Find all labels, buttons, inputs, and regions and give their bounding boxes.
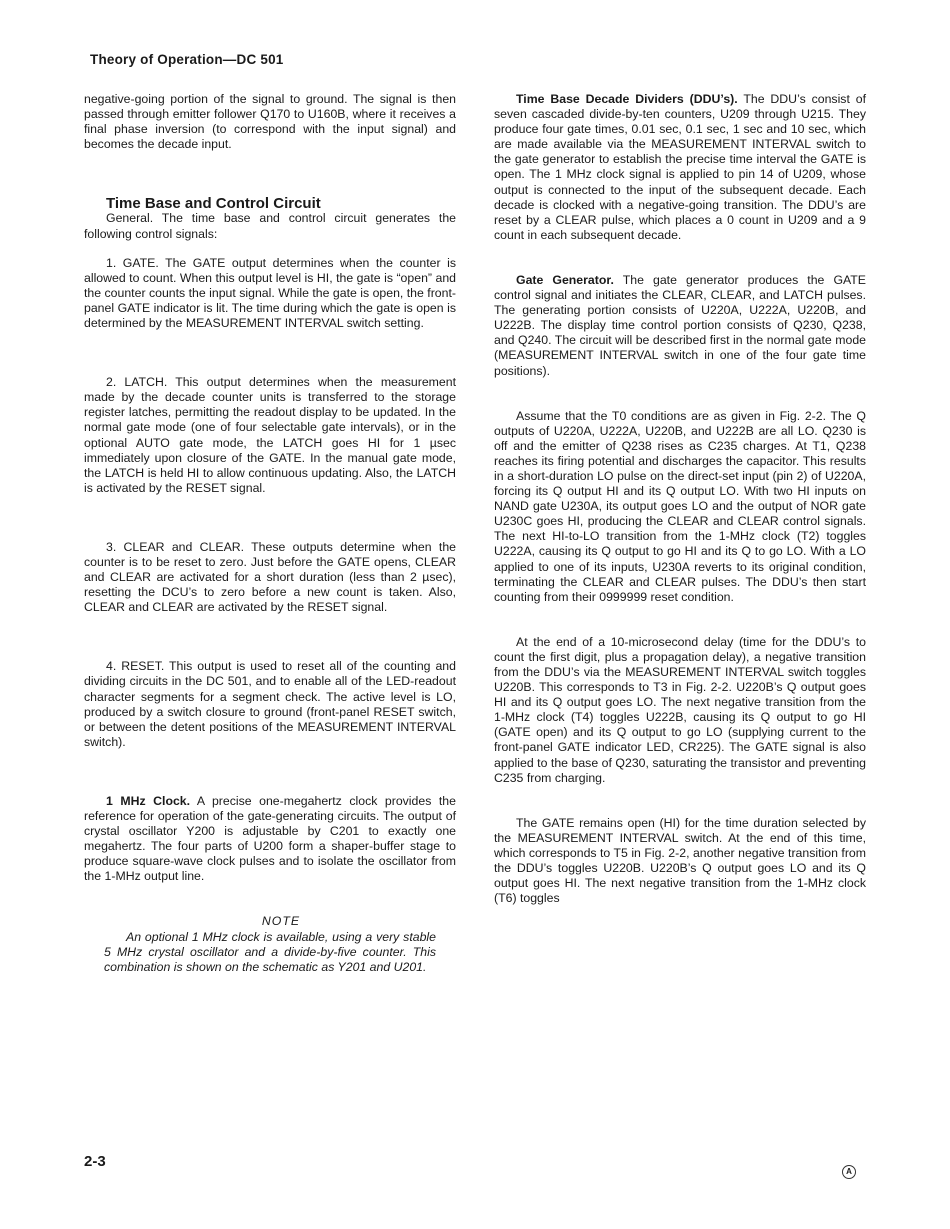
section-title: Time Base and Control Circuit (106, 195, 321, 213)
paragraph-intro: negative-going portion of the signal to ground. The signal is then passed through emitter follower Q170 to U160B, where it receives a final phase inversion (to correspond with the input signal) and becomes the decade input. (84, 92, 456, 152)
note-body: An optional 1 MHz clock is available, using a very stable 5 MHz crystal oscillator and a divide-by-five counter. This combination is shown on the schematic as Y201 and U201. (104, 929, 436, 974)
paragraph-reset: 4. RESET. This output is used to reset all of the counting and dividing circuits in the DC 501, and to enable all of the LED-readout character segments for a segment check. The active level is LO, produced by a switch closure to ground (front-panel RESET switch, or between the detent positions of the MEASUREMENT INTERVAL switch). (84, 659, 456, 749)
paragraph-clear: 3. CLEAR and CLEAR. These outputs determine when the counter is to be reset to zero. Just before the GATE opens, CLEAR and CLEAR are activated for a short duration (less than 2 µsec), resetting the DCU’s to zero before a new count is taken. Also, CLEAR and CLEAR are activated by the RESET signal. (84, 539, 456, 615)
page-number: 2-3 (84, 1153, 106, 1170)
paragraph-general: General. The time base and control circuit generates the following control signals: (84, 211, 456, 241)
gategen-text: The gate generator produces the GATE control signal and initiates the CLEAR, CLEAR, and LATCH pulses. The generating portion consists of U220A, U222A, U220B, and U222B. The display time control portion consists of Q230, Q238, and Q240. The circuit will be described first in the normal gate mode (MEASUREMENT INTERVAL switch in one of the four gate time positions). (494, 272, 867, 378)
paragraph-gate-open: The GATE remains open (HI) for the time duration selected by the MEASUREMENT INTERVAL switch. At the end of this time, which corresponds to T5 in Fig. 2-2, another negative transition from the DDU’s toggles U220B. U220B’s Q output goes LO and its Q output goes HI. The next negative transition from the 1-MHz clock (T6) toggles (494, 815, 866, 906)
paragraph-latch: 2. LATCH. This output determines when the measurement made by the decade counter units is transferred to the storage register latches, permitting the readout display to be updated. In the normal gate mode (one of four selectable gate intervals), or in the optional AUTO gate mode, the LATCH goes HI for 1 µsec immediately upon closure of the GATE. In the manual gate mode, the LATCH is held HI to allow continuous updating. Also, the LATCH is activated by the RESET signal. (84, 375, 456, 495)
ddu-text: The DDU’s consist of seven cascaded divide-by-ten counters, U209 through U215. They produce four gate times, 0.01 sec, 0.1 sec, 1 sec and 10 sec, which are made available via the MEASUREMENT INTERVAL switch to the gate generator to establish the precise time interval the GATE is open. The 1 MHz clock signal is applied to pin 14 of U209, whose output is connected to the input of the subsequent decade. Each decade is clocked with a negative-going transition. The DDU’s are reset by a CLEAR pulse, which places a 0 count in U209 and a 9 count in each subsequent decade. (494, 92, 866, 242)
paragraph-gate-generator (494, 273, 866, 379)
paragraph-ddu (494, 92, 866, 243)
left-column (84, 92, 456, 975)
gategen-run-in: Gate Generator. (516, 272, 614, 287)
ddu-run-in: Time Base Decade Dividers (DDU’s). (516, 92, 738, 106)
paragraph-clock (84, 794, 456, 885)
running-head: Theory of Operation—DC 501 (90, 52, 284, 67)
right-column (494, 92, 866, 906)
registered-mark: A (842, 1165, 856, 1179)
paragraph-assume: Assume that the T0 conditions are as given in Fig. 2-2. The Q outputs of U220A, U222A, U220B, and U222B are all LO. Q230 is off and the emitter of Q238 rises as C235 charges. At T1, Q238 reaches its firing potential and discharges the capacitor. This results in a short-duration LO pulse on the direct-set input (pin 2) of U220A, forcing its Q output HI and its Q output LO. With two HI inputs on NAND gate U230A, its output goes LO and the output of NOR gate U230C goes HI, producing the CLEAR and CLEAR control signals. The next HI-to-LO transition from the 1-MHz clock (T2) toggles U222A, causing its Q output to go HI and its Q to go LO. With a LO applied to one of its inputs, U230A reverts to its original condition, terminating the CLEAR and CLEAR pulses. The DDU’s then start counting from their 0999999 reset condition. (494, 408, 866, 604)
clock-run-in: 1 MHz Clock. (106, 793, 191, 808)
paragraph-end-of-delay: At the end of a 10-microsecond delay (time for the DDU’s to count the first digit, plus a propagation delay), a negative transition from the DDU’s via the MEASUREMENT INTERVAL switch toggles U220B. This corresponds to T3 in Fig. 2-2. U220B’s Q output goes HI and its Q output goes LO. The next negative transition from the 1-MHz clock (T4) toggles U222B, causing its Q output to go HI (GATE open) and its Q output to go LO (supplying current to the front-panel GATE indicator LED, CR225). The GATE signal is also applied to the base of Q230, saturating the transistor and preventing C235 from charging. (494, 634, 866, 785)
clock-text: A precise one-megahertz clock provides the reference for operation of the gate-generating circuits. The output of crystal oscillator Y200 is adjustable by C201 to exactly one megahertz. The four parts of U200 form a shaper-buffer stage to produce square-wave clock pulses and to isolate the oscillator from the 1-MHz output line. (84, 793, 456, 884)
paragraph-gate: 1. GATE. The GATE output determines when the counter is allowed to count. When this output level is HI, the gate is “open” and the counter counts the input signal. While the gate is open, the front-panel GATE indicator is lit. The time during which the gate is open is determined by the MEASUREMENT INTERVAL switch setting. (84, 255, 456, 331)
note-title: NOTE (261, 914, 301, 929)
